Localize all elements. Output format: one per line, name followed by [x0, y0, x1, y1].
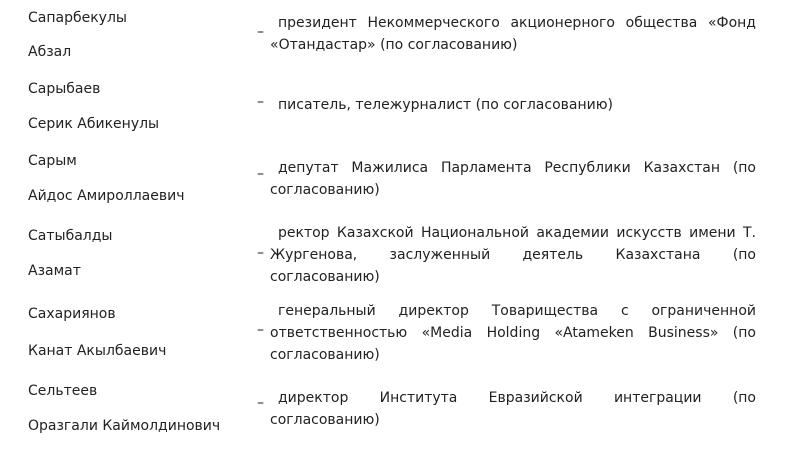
dash-separator: –	[257, 395, 264, 411]
member-given-name: Абзал	[28, 44, 72, 60]
member-given-name: Оразгали Каймолдинович	[28, 418, 221, 434]
member-given-name: Айдос Амироллаевич	[28, 188, 185, 204]
dash-separator: –	[257, 24, 264, 40]
member-surname: Сахариянов	[28, 306, 116, 322]
dash-separator: –	[257, 166, 264, 182]
member-position: депутат Мажилиса Парламента Республики Казахстан (по согласованию)	[270, 160, 756, 198]
member-surname: Сарыбаев	[28, 81, 101, 97]
member-position: генеральный директор Товарищества с ограниченной ответственностью «Media Holding «Atameken Business» (по согласованию)	[270, 303, 756, 363]
member-given-name: Серик Абикенулы	[28, 116, 160, 132]
member-position: директор Института Евразийской интеграции (по согласованию)	[270, 390, 756, 428]
member-given-name: Азамат	[28, 263, 81, 279]
member-position: президент Некоммерческого акционерного общества «Фонд «Отандастар» (по согласованию)	[270, 15, 756, 53]
member-surname: Сельтеев	[28, 383, 98, 399]
member-surname: Сатыбалды	[28, 228, 113, 244]
dash-separator: –	[257, 245, 264, 261]
dash-separator: –	[257, 94, 264, 110]
member-position: ректор Казахской Национальной академии искусств имени Т. Жургенова, заслуженный деятель Казахстана (по согласованию)	[270, 225, 756, 285]
member-surname: Сапарбекулы	[28, 10, 127, 26]
dash-separator: –	[257, 322, 264, 338]
member-surname: Сарым	[28, 153, 77, 169]
member-given-name: Канат Акылбаевич	[28, 343, 167, 359]
member-position: писатель, тележурналист (по согласованию)	[278, 97, 613, 113]
